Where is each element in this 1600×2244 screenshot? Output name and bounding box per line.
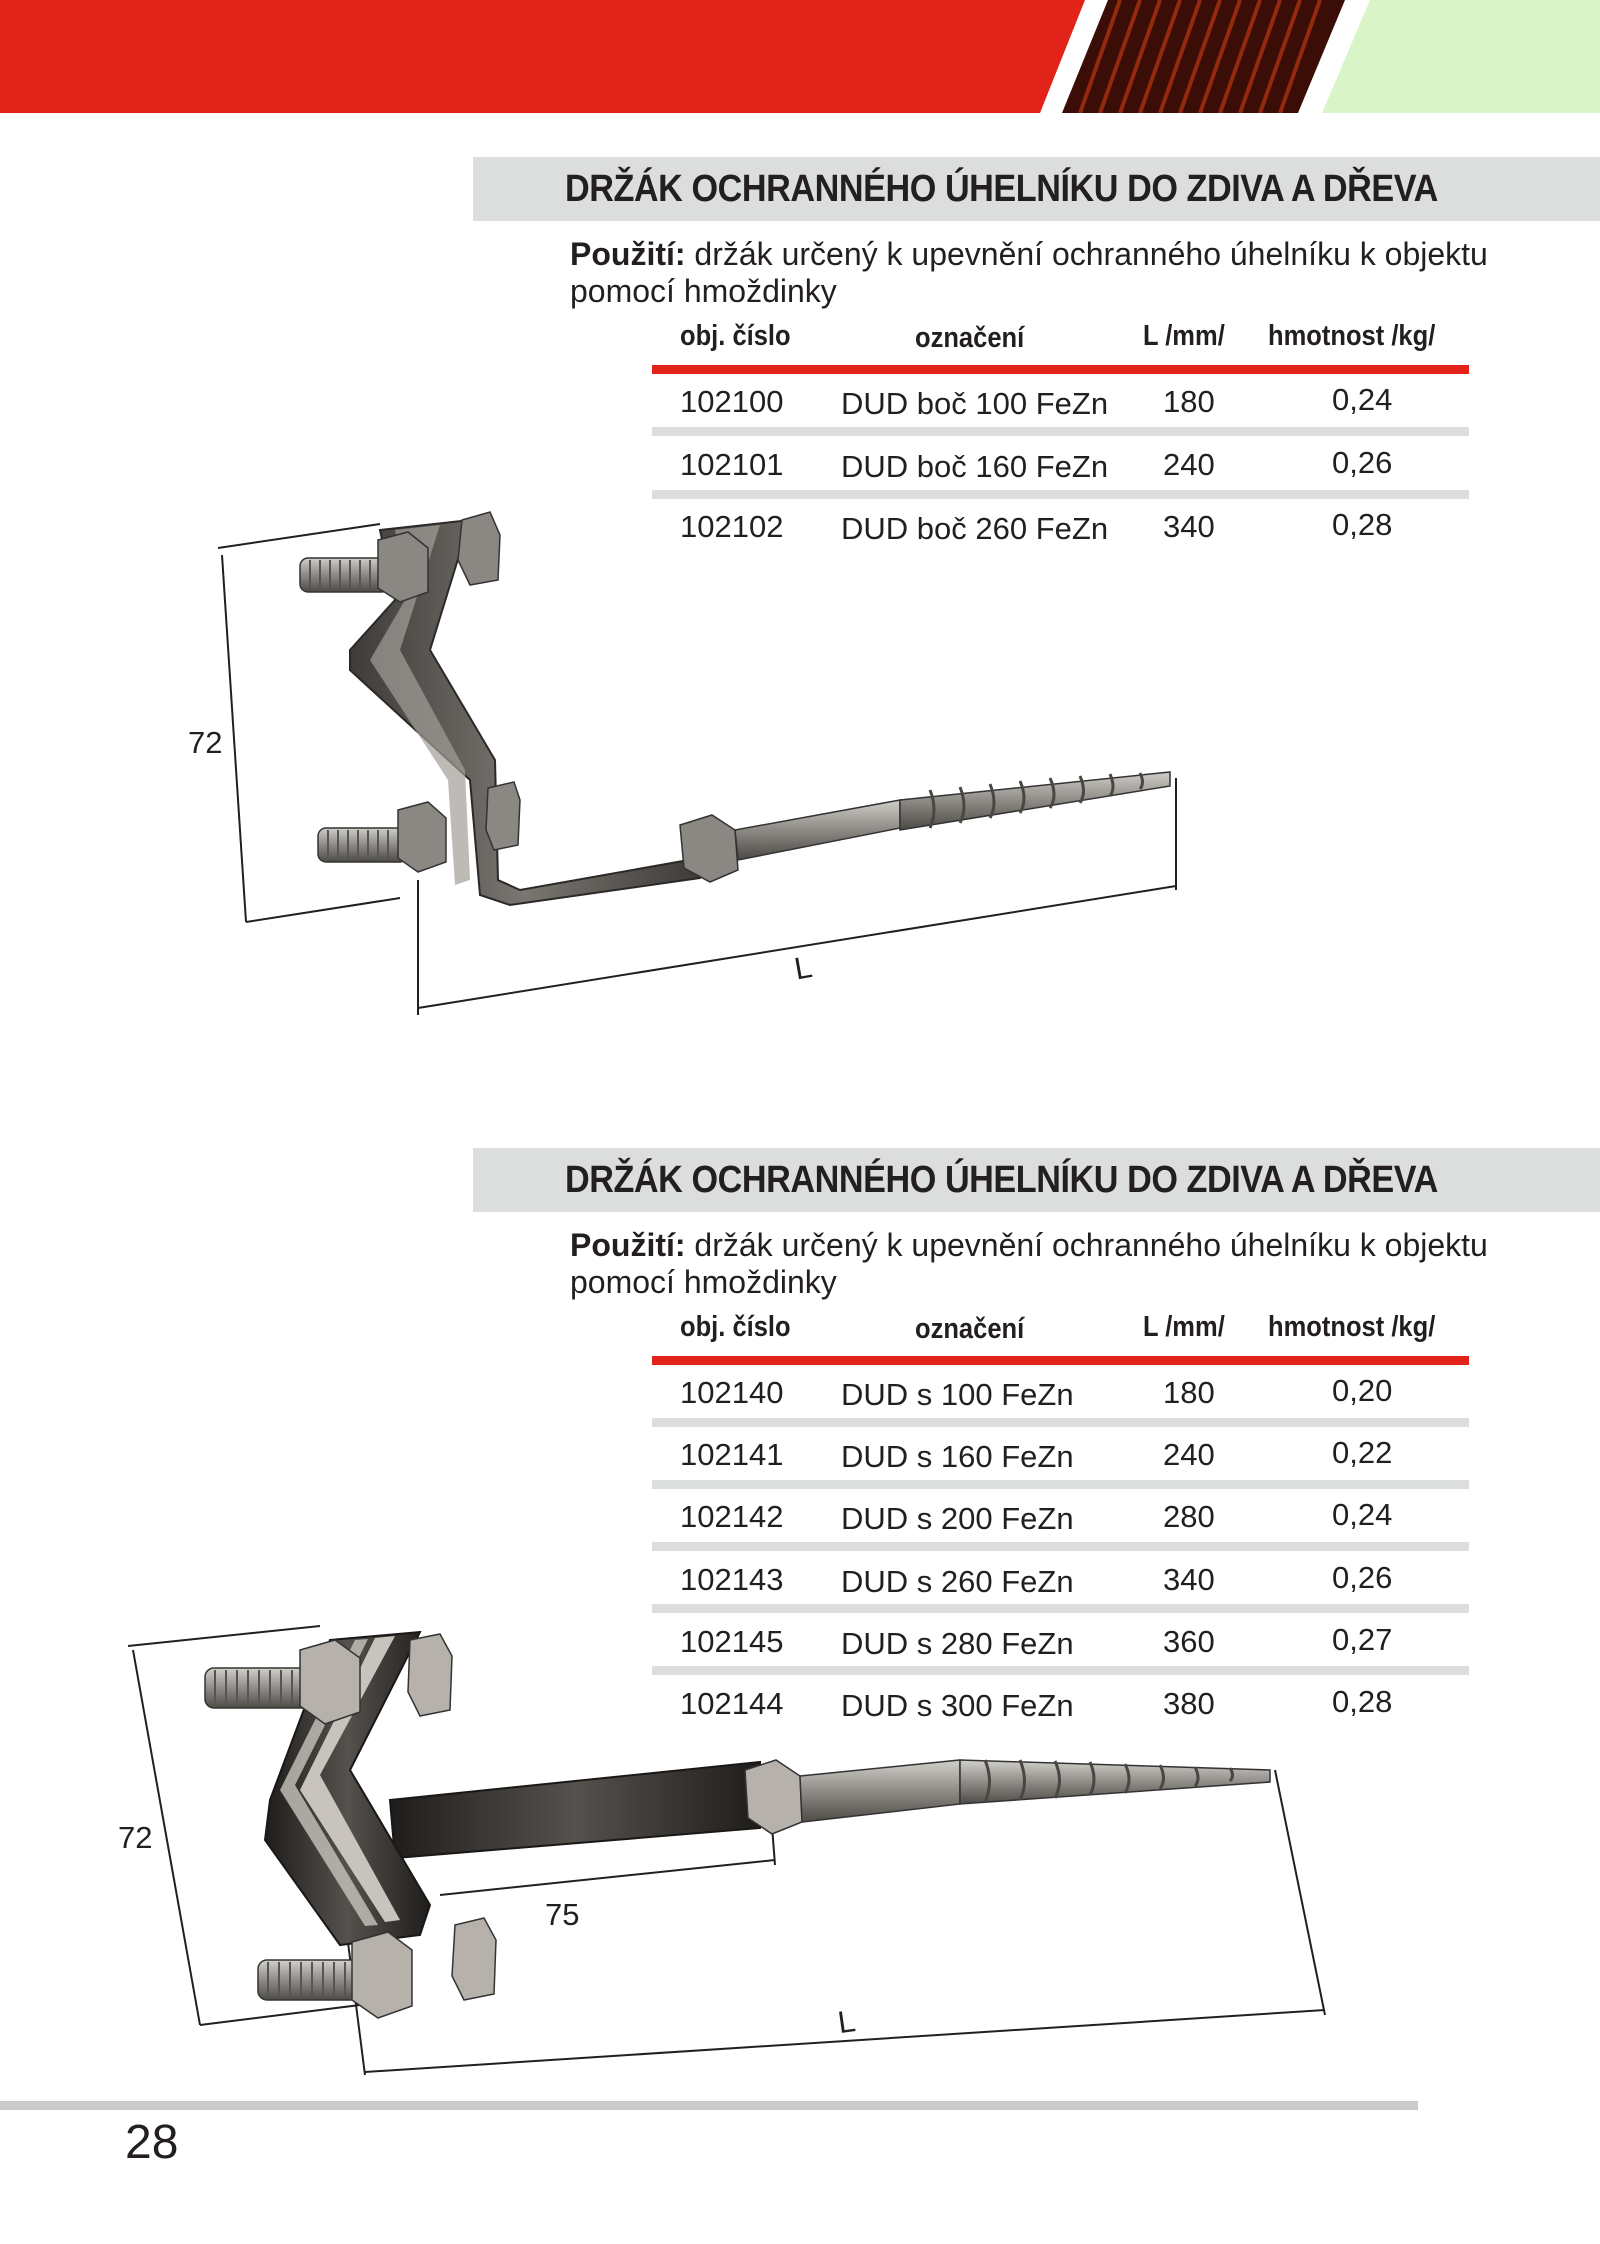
weight: 0,26 bbox=[1332, 1560, 1393, 1595]
column-header-designation: označení bbox=[915, 322, 1025, 354]
row-divider bbox=[652, 1480, 1469, 1489]
weight: 0,27 bbox=[1332, 1622, 1393, 1657]
length: 180 bbox=[1163, 1375, 1215, 1410]
usage-text: držák určený k upevnění ochranného úhelníku k objektu pomocí hmoždinky bbox=[570, 236, 1488, 309]
length: 240 bbox=[1163, 447, 1215, 482]
weight: 0,28 bbox=[1332, 1684, 1393, 1719]
usage-label: Použití: bbox=[570, 236, 686, 272]
section-title: DRŽÁK OCHRANNÉHO ÚHELNÍKU DO ZDIVA A DŘEVA bbox=[565, 1159, 1438, 1201]
weight: 0,22 bbox=[1332, 1435, 1393, 1470]
item-number: 102142 bbox=[680, 1499, 784, 1534]
item-number: 102101 bbox=[680, 447, 784, 482]
footer-divider bbox=[0, 2101, 1418, 2110]
header-decoration bbox=[0, 0, 1600, 113]
designation: DUD s 280 FeZn bbox=[841, 1626, 1074, 1661]
column-header-length: L /mm/ bbox=[1143, 1311, 1225, 1343]
length: 340 bbox=[1163, 1562, 1215, 1597]
length-dimension-label: L bbox=[835, 2003, 858, 2041]
length: 280 bbox=[1163, 1499, 1215, 1534]
length: 380 bbox=[1163, 1686, 1215, 1721]
item-number: 102143 bbox=[680, 1562, 784, 1597]
header-divider bbox=[652, 365, 1469, 374]
row-divider bbox=[652, 490, 1469, 499]
green-header-band bbox=[1322, 0, 1600, 113]
item-number: 102145 bbox=[680, 1624, 784, 1659]
designation: DUD boč 100 FeZn bbox=[841, 386, 1109, 421]
designation: DUD boč 260 FeZn bbox=[841, 511, 1109, 546]
usage-label: Použití: bbox=[570, 1227, 686, 1263]
weight: 0,24 bbox=[1332, 1497, 1393, 1532]
designation: DUD boč 160 FeZn bbox=[841, 449, 1109, 484]
length-dimension-label: L bbox=[791, 949, 815, 987]
header-divider bbox=[652, 1356, 1469, 1365]
column-header-weight: hmotnost /kg/ bbox=[1268, 1311, 1436, 1343]
usage-description bbox=[570, 1227, 1530, 1301]
designation: DUD s 260 FeZn bbox=[841, 1564, 1074, 1599]
column-header-weight: hmotnost /kg/ bbox=[1268, 320, 1436, 352]
row-divider bbox=[652, 1418, 1469, 1427]
designation: DUD s 200 FeZn bbox=[841, 1501, 1074, 1536]
row-divider bbox=[652, 427, 1469, 436]
column-header-designation: označení bbox=[915, 1313, 1025, 1345]
item-number: 102140 bbox=[680, 1375, 784, 1410]
column-header-item-number: obj. číslo bbox=[680, 320, 791, 352]
column-header-length: L /mm/ bbox=[1143, 320, 1225, 352]
weight: 0,26 bbox=[1332, 445, 1393, 480]
usage-text: držák určený k upevnění ochranného úhelníku k objektu pomocí hmoždinky bbox=[570, 1227, 1488, 1300]
row-divider bbox=[652, 1604, 1469, 1613]
row-divider bbox=[652, 1542, 1469, 1551]
designation: DUD s 160 FeZn bbox=[841, 1439, 1074, 1474]
item-number: 102144 bbox=[680, 1686, 784, 1721]
column-header-item-number: obj. číslo bbox=[680, 1311, 791, 1343]
item-number: 102100 bbox=[680, 384, 784, 419]
length: 340 bbox=[1163, 509, 1215, 544]
usage-description bbox=[570, 236, 1530, 310]
red-header-band bbox=[0, 0, 1085, 113]
height-dimension-label: 72 bbox=[188, 725, 223, 760]
weight: 0,28 bbox=[1332, 507, 1393, 542]
item-number: 102102 bbox=[680, 509, 784, 544]
product-drawing-straight-bracket bbox=[100, 1620, 1350, 2090]
product-drawing-side-bracket bbox=[150, 500, 1200, 1040]
page-number: 28 bbox=[125, 2116, 179, 2169]
designation: DUD s 300 FeZn bbox=[841, 1688, 1074, 1723]
section-title: DRŽÁK OCHRANNÉHO ÚHELNÍKU DO ZDIVA A DŘEVA bbox=[565, 168, 1438, 210]
length: 360 bbox=[1163, 1624, 1215, 1659]
dimension-lines bbox=[218, 524, 1176, 1015]
offset-dimension-label: 75 bbox=[545, 1897, 580, 1932]
weight: 0,20 bbox=[1332, 1373, 1393, 1408]
length: 180 bbox=[1163, 384, 1215, 419]
item-number: 102141 bbox=[680, 1437, 784, 1472]
designation: DUD s 100 FeZn bbox=[841, 1377, 1074, 1412]
length: 240 bbox=[1163, 1437, 1215, 1472]
height-dimension-label: 72 bbox=[118, 1820, 153, 1855]
weight: 0,24 bbox=[1332, 382, 1393, 417]
